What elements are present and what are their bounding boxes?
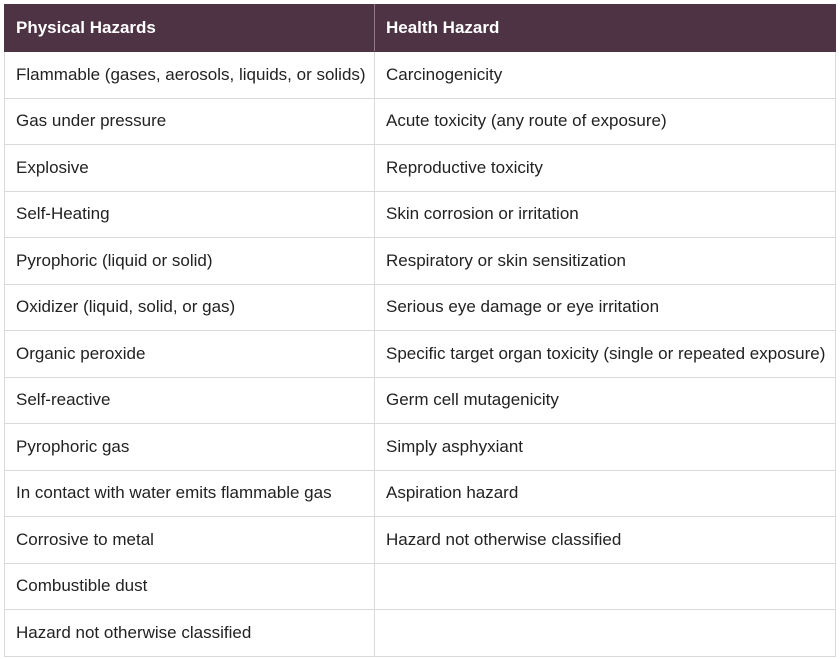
header-physical-hazards: Physical Hazards (5, 5, 375, 52)
health-hazard-cell: Respiratory or skin sensitization (375, 238, 836, 285)
health-hazard-cell: Germ cell mutagenicity (375, 377, 836, 424)
physical-hazard-cell: In contact with water emits flammable gas (5, 470, 375, 517)
physical-hazard-cell: Flammable (gases, aerosols, liquids, or solids) (5, 52, 375, 99)
health-hazard-cell: Specific target organ toxicity (single or repeated exposure) (375, 331, 836, 378)
health-hazard-cell: Carcinogenicity (375, 52, 836, 99)
table-body (5, 52, 836, 657)
table-row (5, 145, 836, 192)
table-row (5, 377, 836, 424)
table-row (5, 284, 836, 331)
table-row (5, 98, 836, 145)
physical-hazard-cell: Pyrophoric gas (5, 424, 375, 471)
table-row (5, 331, 836, 378)
health-hazard-cell: Hazard not otherwise classified (375, 517, 836, 564)
hazard-table-container (4, 4, 835, 657)
health-hazard-cell: Simply asphyxiant (375, 424, 836, 471)
header-health-hazard: Health Hazard (375, 5, 836, 52)
physical-hazard-cell: Hazard not otherwise classified (5, 610, 375, 657)
table-row (5, 191, 836, 238)
table-row (5, 470, 836, 517)
health-hazard-cell: Skin corrosion or irritation (375, 191, 836, 238)
table-row (5, 563, 836, 610)
physical-hazard-cell: Organic peroxide (5, 331, 375, 378)
physical-hazard-cell: Pyrophoric (liquid or solid) (5, 238, 375, 285)
table-row (5, 424, 836, 471)
health-hazard-cell: Serious eye damage or eye irritation (375, 284, 836, 331)
physical-hazard-cell: Self-Heating (5, 191, 375, 238)
hazard-table (4, 4, 836, 657)
table-row (5, 517, 836, 564)
table-row (5, 238, 836, 285)
physical-hazard-cell: Gas under pressure (5, 98, 375, 145)
health-hazard-cell (375, 563, 836, 610)
physical-hazard-cell: Oxidizer (liquid, solid, or gas) (5, 284, 375, 331)
health-hazard-cell (375, 610, 836, 657)
physical-hazard-cell: Corrosive to metal (5, 517, 375, 564)
physical-hazard-cell: Explosive (5, 145, 375, 192)
physical-hazard-cell: Self-reactive (5, 377, 375, 424)
table-row (5, 610, 836, 657)
health-hazard-cell: Acute toxicity (any route of exposure) (375, 98, 836, 145)
table-row (5, 52, 836, 99)
health-hazard-cell: Reproductive toxicity (375, 145, 836, 192)
table-header-row (5, 5, 836, 52)
health-hazard-cell: Aspiration hazard (375, 470, 836, 517)
physical-hazard-cell: Combustible dust (5, 563, 375, 610)
